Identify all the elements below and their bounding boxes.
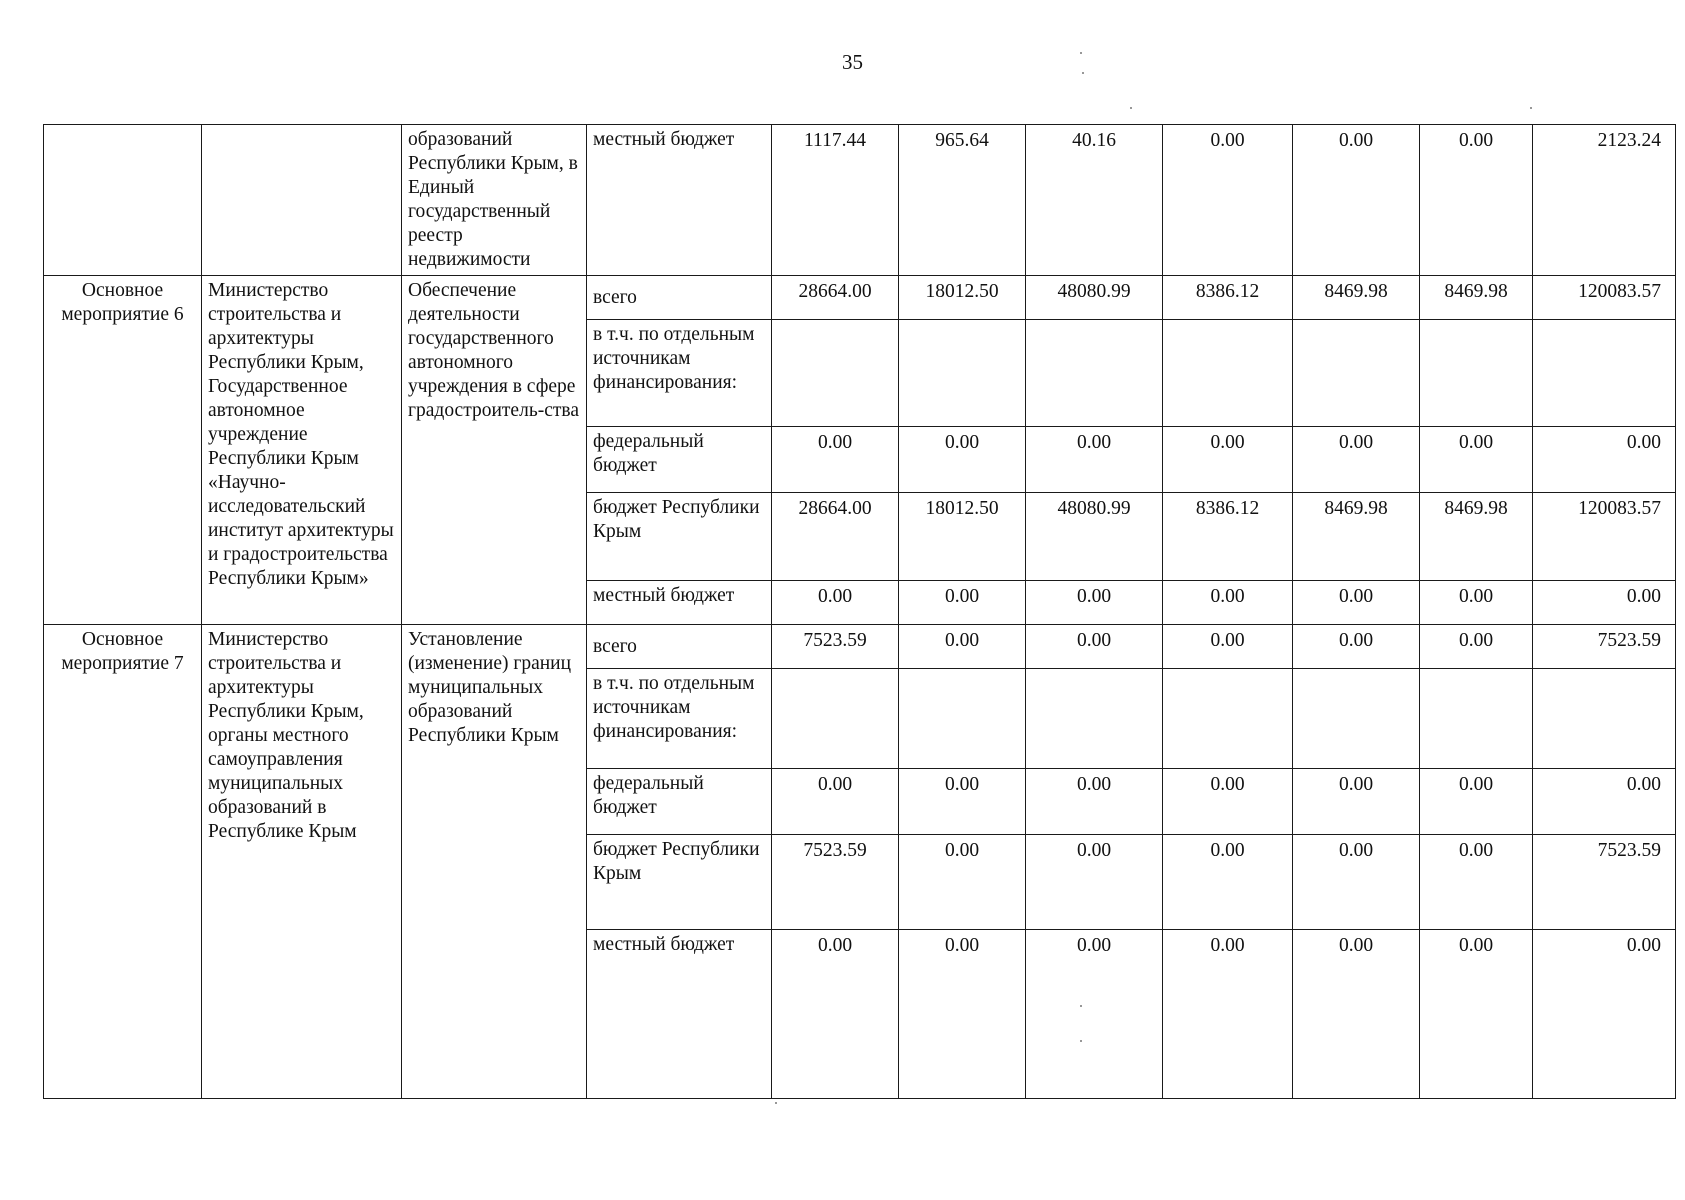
value-cell: 0.00 [899,427,1026,493]
funding-source-cell: местный бюджет [587,581,772,625]
value-cell: 0.00 [1026,581,1163,625]
value-cell: 0.00 [1293,769,1420,835]
value-cell: 7523.59 [772,625,899,669]
funding-table-wrapper [43,124,1676,1099]
value-cell: 28664.00 [772,276,899,320]
value-cell: 18012.50 [899,493,1026,581]
value-cell: 0.00 [1293,625,1420,669]
value-cell [772,669,899,769]
value-cell: 48080.99 [1026,276,1163,320]
value-cell: 0.00 [772,930,899,1099]
value-cell: 8469.98 [1293,276,1420,320]
description-cell: образований Республики Крым, в Единый государственный реестр недвижимости [402,125,587,276]
total-cell: 0.00 [1533,930,1676,1099]
funding-table [43,124,1676,1099]
table-row [44,625,1676,669]
total-cell: 0.00 [1533,427,1676,493]
value-cell: 0.00 [1420,427,1533,493]
description-cell: Обеспечение деятельности государственного автономного учреждения в сфере градостроитель-ства [402,276,587,625]
scan-speck [1530,107,1532,109]
scan-speck [775,1102,777,1104]
value-cell [772,320,899,427]
value-cell [1026,669,1163,769]
value-cell [1293,320,1420,427]
total-cell: 120083.57 [1533,276,1676,320]
value-cell: 0.00 [1420,125,1533,276]
value-cell [1420,320,1533,427]
value-cell: 18012.50 [899,276,1026,320]
scan-speck [1130,107,1132,109]
value-cell [899,320,1026,427]
total-cell: 120083.57 [1533,493,1676,581]
scan-speck [1082,72,1084,74]
value-cell: 0.00 [1026,930,1163,1099]
executor-cell: Министерство строительства и архитектуры Республики Крым, органы местного самоуправления муниципальных образований в Республике Крым [202,625,402,1099]
funding-source-cell: местный бюджет [587,930,772,1099]
value-cell: 0.00 [772,427,899,493]
value-cell: 0.00 [1163,769,1293,835]
value-cell: 0.00 [1293,125,1420,276]
value-cell: 0.00 [1420,581,1533,625]
value-cell: 0.00 [1420,625,1533,669]
total-cell: 7523.59 [1533,835,1676,930]
value-cell: 0.00 [1163,581,1293,625]
value-cell: 0.00 [1163,930,1293,1099]
value-cell: 7523.59 [772,835,899,930]
value-cell: 0.00 [1026,769,1163,835]
value-cell: 28664.00 [772,493,899,581]
value-cell: 0.00 [899,769,1026,835]
value-cell: 8386.12 [1163,276,1293,320]
total-cell [1533,320,1676,427]
scan-speck [1080,1005,1082,1007]
executor-cell [202,125,402,276]
value-cell: 0.00 [899,930,1026,1099]
total-cell: 0.00 [1533,581,1676,625]
funding-source-cell: в т.ч. по отдельным источникам финансирования: [587,320,772,427]
value-cell: 0.00 [899,835,1026,930]
value-cell: 0.00 [1026,625,1163,669]
value-cell: 0.00 [899,625,1026,669]
funding-source-cell: федеральный бюджет [587,427,772,493]
value-cell: 965.64 [899,125,1026,276]
value-cell [1163,320,1293,427]
value-cell: 0.00 [772,769,899,835]
value-cell: 8386.12 [1163,493,1293,581]
value-cell [1420,669,1533,769]
value-cell: 8469.98 [1420,493,1533,581]
value-cell: 48080.99 [1026,493,1163,581]
value-cell [1163,669,1293,769]
total-cell [1533,669,1676,769]
funding-source-cell: бюджет Республики Крым [587,835,772,930]
table-row [44,125,1676,276]
funding-source-cell: федеральный бюджет [587,769,772,835]
value-cell: 0.00 [772,581,899,625]
funding-source-cell: всего [587,276,772,320]
value-cell: 0.00 [1293,835,1420,930]
funding-source-cell: местный бюджет [587,125,772,276]
scan-speck [1080,1040,1082,1042]
page-number: 35 [842,50,863,74]
table-row [44,276,1676,320]
value-cell: 0.00 [1420,835,1533,930]
value-cell [1026,320,1163,427]
total-cell: 2123.24 [1533,125,1676,276]
value-cell [1293,669,1420,769]
event-cell: Основное мероприятие 7 [44,625,202,1099]
value-cell: 0.00 [1293,581,1420,625]
funding-source-cell: бюджет Республики Крым [587,493,772,581]
value-cell: 0.00 [1293,427,1420,493]
value-cell: 8469.98 [1293,493,1420,581]
value-cell: 0.00 [1026,835,1163,930]
value-cell: 1117.44 [772,125,899,276]
value-cell: 0.00 [1293,930,1420,1099]
value-cell: 0.00 [1420,769,1533,835]
value-cell: 40.16 [1026,125,1163,276]
funding-source-cell: в т.ч. по отдельным источникам финансирования: [587,669,772,769]
funding-source-cell: всего [587,625,772,669]
value-cell: 0.00 [1163,427,1293,493]
description-cell: Установление (изменение) границ муниципальных образований Республики Крым [402,625,587,1099]
total-cell: 0.00 [1533,769,1676,835]
value-cell: 0.00 [1163,625,1293,669]
value-cell: 0.00 [1420,930,1533,1099]
value-cell: 0.00 [899,581,1026,625]
executor-cell: Министерство строительства и архитектуры Республики Крым, Государственное автономное учреждение Республики Крым «Научно-исследовательский институт архитектуры и градостроительства Республики Крым» [202,276,402,625]
total-cell: 7523.59 [1533,625,1676,669]
value-cell: 8469.98 [1420,276,1533,320]
value-cell: 0.00 [1163,125,1293,276]
value-cell [899,669,1026,769]
event-cell: Основное мероприятие 6 [44,276,202,625]
value-cell: 0.00 [1026,427,1163,493]
event-cell [44,125,202,276]
scan-speck [1080,52,1082,54]
value-cell: 0.00 [1163,835,1293,930]
